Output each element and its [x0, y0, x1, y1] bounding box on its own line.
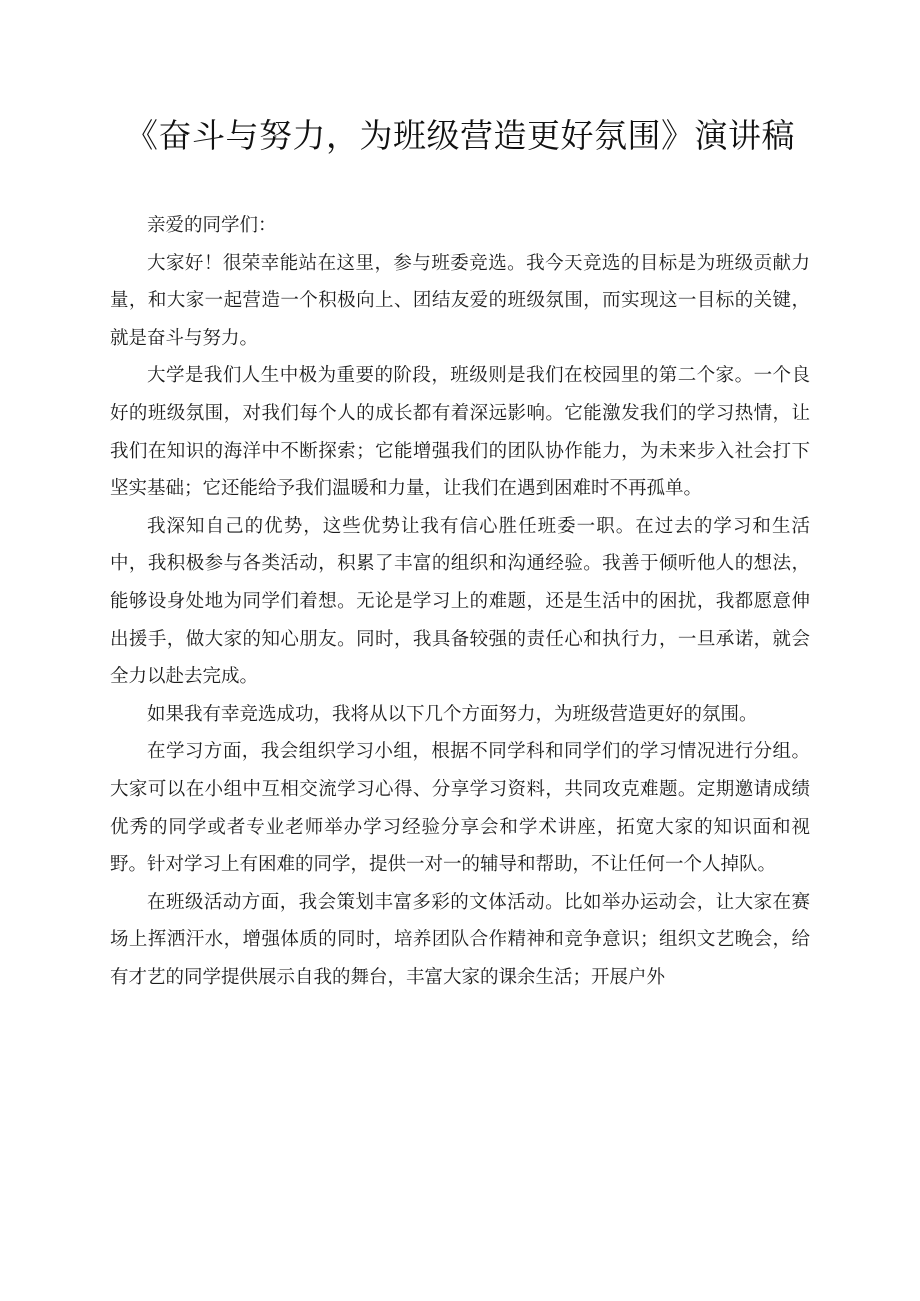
page-title: 《奋斗与努力，为班级营造更好氛围》演讲稿 — [125, 116, 795, 155]
paragraph-greeting: 大家好！很荣幸能站在这里，参与班委竞选。我今天竞选的目标是为班级贡献力量，和大家一起营造一个积极向上、团结友爱的班级氛围，而实现这一目标的关键，就是奋斗与努力。 — [110, 252, 810, 349]
speech-body — [110, 207, 810, 996]
paragraph-plan-intro: 如果我有幸竞选成功，我将从以下几个方面努力，为班级营造更好的氛围。 — [147, 703, 758, 725]
paragraph-activities-plan: 在班级活动方面，我会策划丰富多彩的文体活动。比如举办运动会，让大家在赛场上挥洒汗水，增强体质的同时，培养团队合作精神和竞争意识；组织文艺晚会，给有才艺的同学提供展示自我的舞台，丰富大家的课余生活；开展户外 — [110, 891, 810, 988]
paragraph-strengths: 我深知自己的优势，这些优势让我有信心胜任班委一职。在过去的学习和生活中，我积极参与各类活动，积累了丰富的组织和沟通经验。我善于倾听他人的想法，能够设身处地为同学们着想。无论是学习上的难题，还是生活中的困扰，我都愿意伸出援手，做大家的知心朋友。同时，我具备较强的责任心和执行力，一旦承诺，就会全力以赴去完成。 — [110, 515, 810, 688]
paragraph-class-atmosphere: 大学是我们人生中极为重要的阶段，班级则是我们在校园里的第二个家。一个良好的班级氛围，对我们每个人的成长都有着深远影响。它能激发我们的学习热情，让我们在知识的海洋中不断探索；它能增强我们的团队协作能力，为未来步入社会打下坚实基础；它还能给予我们温暖和力量，让我们在遇到困难时不再孤单。 — [110, 365, 810, 500]
paragraph-salutation: 亲爱的同学们： — [147, 215, 277, 236]
paragraph-study-plan: 在学习方面，我会组织学习小组，根据不同学科和同学们的学习情况进行分组。大家可以在小组中互相交流学习心得、分享学习资料，共同攻克难题。定期邀请成绩优秀的同学或者专业老师举办学习经验分享会和学术讲座，拓宽大家的知识面和视野。针对学习上有困难的同学，提供一对一的辅导和帮助，不让任何一个人掉队。 — [110, 741, 810, 876]
